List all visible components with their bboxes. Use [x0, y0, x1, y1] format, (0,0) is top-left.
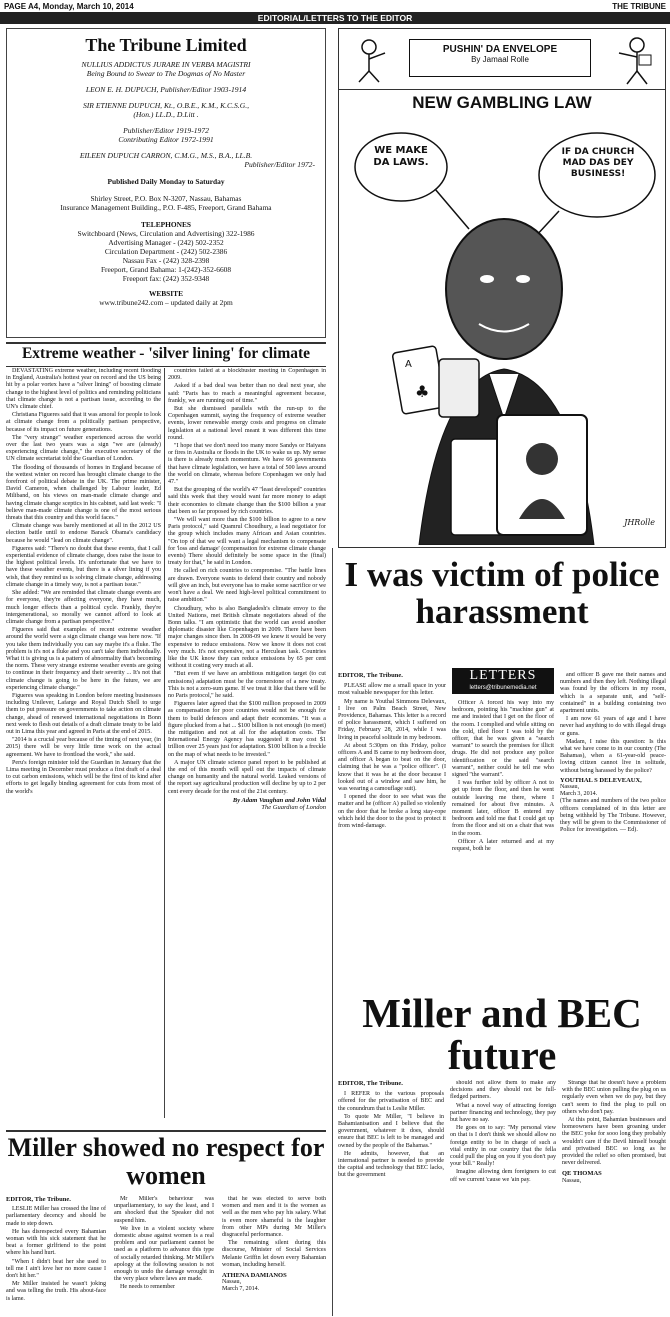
- climate-col-b: [168, 368, 326, 1120]
- cartoon-title: NEW GAMBLING LAW: [412, 93, 592, 112]
- strip-title-box: [409, 39, 591, 77]
- paragraph: The "very strange" weather experienced across the world over the last two years was a sign "we are (already) experiencing climate change," the executive secretary of the UN climate secretariat told the Guardian of London.: [6, 434, 161, 463]
- publisher-4a: EILEEN DUPUCH CARRON, C.M.G., M.S., B.A., LL.B.: [79, 151, 253, 160]
- paragraph: She added: "We are reminded that climate change events are for everyone, they're affecting everyone, they have much, much longer effects than a political cycle. Frankly, they're intergenerational, so morally we cannot afford to look at climate change from a partisan perspective.": [6, 590, 161, 625]
- paragraph: Peru's foreign minister told the Guardian in January that the Lima meeting in December must produce a first draft of a deal to cut carbon emissions, which will be the first of its kind after efforts to get legally binding agreement for cuts from most of the world's: [6, 759, 161, 795]
- paragraph: My name is Youthal Simmons Delevaux, I live on Palm Beach Street, New Providence, Bahamas. This letter is a record of police harassment, which I suffered on Friday, February 28, 2014, while I was living in peaceful solitude in my bedroom.: [338, 698, 446, 741]
- fax-nassau: Nassau Fax - (242) 328-2398: [122, 256, 210, 265]
- fax-freeport: Freeport fax: (242) 352-9348: [122, 274, 210, 283]
- paragraph: "But even if we have an ambitious mitigation target (to cut emissions) adaptation must be the cornerstone of a new treaty. This is not a zero-sum game. If we treat it like that there will be no Paris protocol," he said.: [168, 671, 326, 699]
- speech-bubble-right: IF DA CHURCH MAD DAS DEY BUSINESS!: [561, 147, 635, 179]
- page-folio: PAGE A4, Monday, March 10, 2014: [4, 1, 134, 11]
- paragraph: What a novel way of attracting foreign partner financing and technology, they pay but have no say.: [450, 1102, 556, 1124]
- paragraph: countries failed at a blockbuster meeting in Copenhagen in 2009.: [168, 368, 326, 382]
- paragraph: "2014 is a crucial year because of the timing of next year, (in 2015) there will be very little time work on the actual agreement. We have to frontload the work," she said.: [6, 737, 161, 758]
- paragraph: I REFER to the various proposals offered for the privatisation of BEC and the conundrum that is Leslie Miller.: [338, 1091, 444, 1112]
- miller-col-a: [6, 1196, 106, 1314]
- paragraph: PLEASE allow me a small space in your most valuable newspaper for this letter.: [338, 683, 446, 697]
- paragraph: Asked if a bad deal was better than no deal next year, she said: "Paris has to reach a meaningful agreement because, frankly, we are running out of time.": [168, 383, 326, 404]
- bec-col-a: [338, 1080, 444, 1314]
- paragraph: Officer A forced his way into my bedroom, pointing his "machine gun" at me and insisted that I get on the floor of the room. I complied and while sitting on the cold, tiled floor I was told by the officer, that he was given a "search warrant" to search the premises for illicit drugs. He did not produce any police identification or the said "search warrant", neither could he tell me who signed "the warrant".: [452, 700, 554, 779]
- paragraph: that he was elected to serve both women and men and it is the women as well as the men who pay his salary. What is even more shameful is the laughter from other MPs during Mr Miller's disgraceful performance.: [222, 1196, 326, 1239]
- bec-col-b: [450, 1080, 556, 1314]
- tel-freeport: Freeport, Grand Bahama: 1-(242)-352-6608: [100, 265, 232, 274]
- climate-source: The Guardian of London: [261, 803, 326, 811]
- motto-latin: NULLIUS ADDICTUS JURARE IN VERBA MAGISTRI: [81, 60, 251, 69]
- bec-sig-place: Nassau,: [562, 1177, 582, 1184]
- paragraph: Climate change was barely mentioned at all in the 2012 US election battle until to endorse Barack Obama's candidacy because he would "lead on climate change".: [6, 523, 161, 544]
- tel-circulation: Circulation Department - (242) 502-2386: [104, 247, 228, 256]
- police-col-c: [560, 672, 666, 982]
- letters-logo: [452, 668, 554, 694]
- paragraph: LESLIE Miller has crossed the line of parliamentary decency and should be made to step down.: [6, 1206, 106, 1227]
- publisher-3a: Publisher/Editor 1919-1972: [123, 126, 209, 135]
- miller-col-c: [222, 1196, 326, 1314]
- miller-sig-place: Nassau,: [222, 1279, 242, 1286]
- tel-switchboard: Switchboard (News, Circulation and Advertising) 322-1986: [77, 229, 255, 238]
- section-banner: EDITORIAL/LETTERS TO THE EDITOR: [0, 12, 670, 24]
- paragraph: He admits, however, that an international partner is needed to provide the capital and technology that BEC lacks, but the government: [338, 1150, 444, 1179]
- publisher-2b: (Hon.) LL.D., D.Litt .: [133, 110, 199, 119]
- column-rule: [164, 368, 165, 1118]
- paragraph: Figueres said: "There's no doubt that these events, that I call experiential evidence of climate change, does raise the issue to the highest political levels. It's unfortunate that we have to have these weather events, but there is a silver lining if you wish, that they remind us is solving climate change, addressing climate change in a timely way, is not a partisan issue.": [6, 545, 161, 588]
- paragraph: He has disrespected every Bahamian woman with his sick statement that he beat a former girlfriend to the point where his hand hurt.: [6, 1228, 106, 1257]
- strip-title: PUSHIN' DA ENVELOPE: [442, 44, 558, 55]
- paragraph: He called on rich countries to compromise. "The battle lines are drawn. Everyone wants to defend their country and nobody will give an inch, but everyone has to make some sacrifice or we won't have a deal. We need high-level political commitment to raise ambition.": [168, 568, 326, 604]
- paragraph: He needs to remember: [120, 1284, 175, 1291]
- bec-headline: Miller and BEC future: [362, 990, 642, 1078]
- bec-signature: QE THOMAS: [562, 1170, 602, 1178]
- vertical-divider: [332, 548, 333, 1316]
- paragraph: I opened the door to see what was the matter and he (officer A) pulled so violently on the door that he broke a long stay-rope which held the door to the post to protect it from wind-damage.: [338, 794, 446, 830]
- paragraph: Figueres later agreed that the $100 million proposed in 2009 as compensation for poor countries would not be enough for them to build defences and adapt their economies. "It was a figure plucked from a hat ... $100 billion is not enough (to meet) the mitigation and not at all for the adaptation costs. The International Energy Agency has suggested it may cost $1 trillion over 25 years just for adaptation. $100 billion is a freckle on the map of what needs to be invested.": [168, 701, 326, 758]
- svg-text:♣: ♣: [415, 382, 430, 401]
- cartoon-figure-right: [615, 35, 655, 85]
- tel-advertising: Advertising Manager - (242) 502-2352: [108, 238, 224, 247]
- police-col-b: [452, 700, 554, 982]
- publishing-schedule: Published Daily Monday to Saturday: [107, 177, 225, 186]
- paragraph: He goes on to say: "My personal view on that is I don't think we should allow no foreign entity to be in charge of such a vital entity in our country that the fella could pull the plug on you if you don't pay your bill." Really!: [450, 1125, 556, 1168]
- website-heading: WEBSITE: [148, 289, 184, 298]
- paragraph: To quote Mr Miller, "I believe in Bahamianisation and I believe that the government, whatever it does, should ensure that BEC is left to be managed and owned by the people of the Bahamas.": [338, 1113, 444, 1149]
- svg-text:A: A: [405, 359, 412, 370]
- paragraph: Madam, I raise this question: Is this what we have come to in our country (The Bahamas), when a 61-year-old peace-loving citizen cannot live in solitude, without being harassed by the police?: [560, 738, 666, 774]
- paragraph: and officer B gave me their names and numbers and then they left. Nothing illegal was found by the officers in my room, which is a separate unit, and "self-contained" in a building containing two apartment units.: [560, 672, 666, 715]
- paragraph: The flooding of thousands of homes in England because of the wettest winter on record has brought climate change to the forefront of political debate in the UK. The prime minister, David Cameron, when challenged by Labour leader, Ed Miliband, on his views on man-made climate change and having climate change sceptics in his cabinet, said last week: "I believe man-made climate change is one of the most serious threats that this country and this world faces.": [6, 464, 161, 522]
- paragraph: Strange that he doesn't have a problem with the BEC union pulling the plug on us regularly even when we do pay, but they can't seem to find the plug to pull on others who don't pay.: [562, 1080, 666, 1115]
- website-url[interactable]: www.tribune242.com – updated daily at 2pm: [99, 298, 233, 307]
- miller-salutation: EDITOR, The Tribune.: [6, 1196, 71, 1203]
- bec-salutation: EDITOR, The Tribune.: [338, 1080, 403, 1087]
- paragraph: The remaining silent during this discourse, Minister of Social Services Melanie Griffin let down every Bahamian woman, including herself.: [222, 1240, 326, 1268]
- paragraph: I was further told by officer A not to get up from the floor, and then he went outside leaving me there, where I remained for about five minutes. A moment later, officer B entered my bedroom and told me that I could get up from the floor and sit on a chair that was in the room.: [452, 780, 554, 837]
- police-headline: I was victim of police harassment: [344, 555, 660, 631]
- publisher-4b: Publisher/Editor 1972-: [244, 160, 315, 169]
- letters-email[interactable]: letters@tribunemedia.net: [469, 685, 537, 691]
- paragraph: should not allow them to make any decisions and they should not be full-fledged partners.: [450, 1080, 556, 1101]
- editorial-cartoon: [338, 28, 666, 548]
- paragraph: Choudhury, who is also Bangladesh's climate envoy to the United Nations, met British climate negotiators ahead of the Bonn talks. "I am optimistic that the world can avoid another diplomatic disaster like Copenhagen in 2009. There have been major changes since then. In 2008-09 we knew it would be very expensive to reduce emissions. Now we know it does not cost very much. It's not expensive, not a Herculean task. Countries like the UK know they can reduce emissions by 65 per cent without it costing very much at all.: [168, 605, 326, 670]
- paragraph: I am now 61 years of age and I have never had anything to do with illegal drugs or guns.: [560, 716, 666, 737]
- paragraph: At this point, Bahamian businesses and homeowners have been groaning under the BEC yoke for sooo long they probably wouldn't care if the Devil himself bought and privatised BEC so long as he provided the relief so often promised, but never delivered.: [562, 1117, 666, 1167]
- paragraph: Mr Miller's behaviour was unparliamentary, to say the least, and I am shocked that the Speaker did not suspend him.: [114, 1196, 214, 1224]
- letters-label: LETTERS: [469, 668, 537, 683]
- cartoon-drawing: [339, 119, 665, 545]
- paragraph: But the grouping of the world's 47 "least developed" countries said this week that they would want far more money to adapt their economies to climate change than the $100 billion a year that been so far proposed by rich countries.: [168, 487, 326, 515]
- police-salutation: EDITOR, The Tribune.: [338, 672, 403, 679]
- telephones-heading: TELEPHONES: [140, 220, 192, 229]
- paragraph: Mr Miller insisted he wasn't joking and was telling the truth. His about-face is lame.: [6, 1281, 106, 1302]
- address-freeport: Insurance Management Building., P.O. F-485, Freeport, Grand Bahama: [60, 203, 272, 212]
- publisher-1: LEON E. H. DUPUCH, Publisher/Editor 1903-1914: [85, 85, 247, 94]
- paragraph: Figueres said that examples of recent extreme weather around the world were a sign climate change was here now. "If you take them individually you can say maybe it's a fluke. The problem is it's not a fluke and you can't take them individually. What it is giving us is a pattern of abnormality that's becoming the norm. These very strange extreme weather events are going to continue in their frequency and their severity ... It's not that climate change is going to be here in the future, we are experiencing climate change.": [6, 627, 161, 691]
- paragraph: A major UN climate science panel report to be published at the end of this month will spell out the impacts of climate change on humanity and the natural world. Leaked versions of the report say agricultural production will decline by up to 2 per cent every decade for the rest of the 21st century.: [168, 759, 326, 795]
- cartoon-strip: [339, 29, 665, 90]
- cartoonist-signature: JHRolle: [624, 518, 655, 527]
- bec-col-c: [562, 1080, 666, 1314]
- paragraph: At about 5:30pm on this Friday, police officers A and B came to my bedroom door, and officer A began to beat on the door, claiming that he was a "police officer". (I know that it was he at the door because I looked out of a window and saw him, he was wearing a camouflage suit).: [338, 742, 446, 793]
- paper-name: THE TRIBUNE: [612, 1, 666, 11]
- strip-author: By Jamaal Rolle: [471, 55, 529, 64]
- miller-headline: Miller showed no respect for women: [6, 1130, 326, 1190]
- miller-sig-date: March 7, 2014.: [222, 1286, 260, 1293]
- motto-english: Being Bound to Swear to The Dogmas of No Master: [86, 69, 246, 78]
- paragraph: But she dismissed parallels with the run-up to the Copenhagen summit, saying the frequency of extreme weather events, lower renewable energy costs and progress on climate legislation at a national level meant it was different this time round.: [168, 406, 326, 441]
- masthead-box: [6, 28, 326, 338]
- paragraph: Christiana Figueres said that it was amoral for people to look at climate change from a politically partisan perspective, because of its impact on future generations.: [6, 412, 161, 433]
- speech-bubble-left: WE MAKE DA LAWS.: [373, 145, 429, 168]
- climate-byline: By Adam Vaughan and John Vidal: [232, 796, 326, 804]
- masthead-title: The Tribune Limited: [85, 35, 247, 55]
- paragraph: Figueres was speaking in London before meeting businesses including Unilever, Lafarge and Royal Dutch Shell to urge them to put pressure on governments to take action on climate change, ahead of renewed international negotiations in Bonn next week to flesh out details of a draft climate treaty to be laid out in Lima this year and agreed in Paris at the end of 2015.: [6, 692, 161, 735]
- police-signature: YOUTHAL S DELEVEAUX,: [560, 776, 642, 784]
- paragraph: DEVASTATING extreme weather, including recent flooding in England, Australia's hottest year on record and the US being hit by a polar vortex have a "silver lining" of boosting climate change to the highest level of politics and reminding politicians that climate change is not a partisan issue, according to the UN's climate chief.: [6, 368, 161, 411]
- miller-signature: ATHENA DAMIANOS: [222, 1272, 287, 1280]
- climate-headline: Extreme weather - 'silver lining' for climate: [6, 342, 326, 367]
- publisher-2a: SIR ETIENNE DUPUCH, Kt., O.B.E., K.M., K.C.S.G.,: [82, 101, 249, 110]
- editor-note: (The names and numbers of the two police officers complained of in this letter are being withheld by The Tribune. However, they will be given to the Commissioner of Police for investigation. — Ed).: [560, 798, 666, 834]
- address-nassau: Shirley Street, P.O. Box N-3207, Nassau, Bahamas: [90, 194, 242, 203]
- page-header: [0, 0, 670, 12]
- paragraph: Imagine allowing dem foreigners to cut off we current 'cause we 'ain pay.: [450, 1169, 556, 1183]
- paragraph: "I hope that we don't need too many more Sandys or Haiyans or fires in Australia or floods in the UK to wake us up. My sense is there is already much momentum. We have 66 governments that have climate legislation, we have a total of 500 laws around the world on climate, whereas before Copenhagen we only had 47.": [168, 443, 326, 486]
- police-sig-place: Nassau,: [560, 784, 580, 791]
- police-sig-date: March 3, 2014.: [560, 791, 598, 798]
- paragraph: We live in a violent society where domestic abuse against women is a real problem and our parliament cannot be used as a platform to advance this type of socially retarded thinking. Mr Miller's apology at the following session is not enough to undo the damage wrought in the very place where laws are made.: [114, 1225, 214, 1283]
- cartoon-figure-left: [349, 37, 389, 83]
- climate-col-a: [6, 368, 161, 1120]
- paragraph: "We will want more than the $100 billion to agree to a new Paris protocol," said Quamrul Choudhury, a lead negotiator for the group which includes many African and Asian countries. "On top of that we will want a legal mechanism to compensate for 'loss and damage' (compensation for extreme climate change events) There should definitely be some space in the (final) treaty for that," he said in London.: [168, 517, 326, 567]
- paragraph: Officer A later returned and at my request, both he: [452, 838, 554, 853]
- miller-col-b: [114, 1196, 214, 1314]
- police-col-a: [338, 672, 446, 982]
- paragraph: "When I didn't beat her she used to tell me I ain't love her no more cause I don't hit her.": [6, 1258, 106, 1280]
- publisher-3b: Contributing Editor 1972-1991: [118, 135, 214, 144]
